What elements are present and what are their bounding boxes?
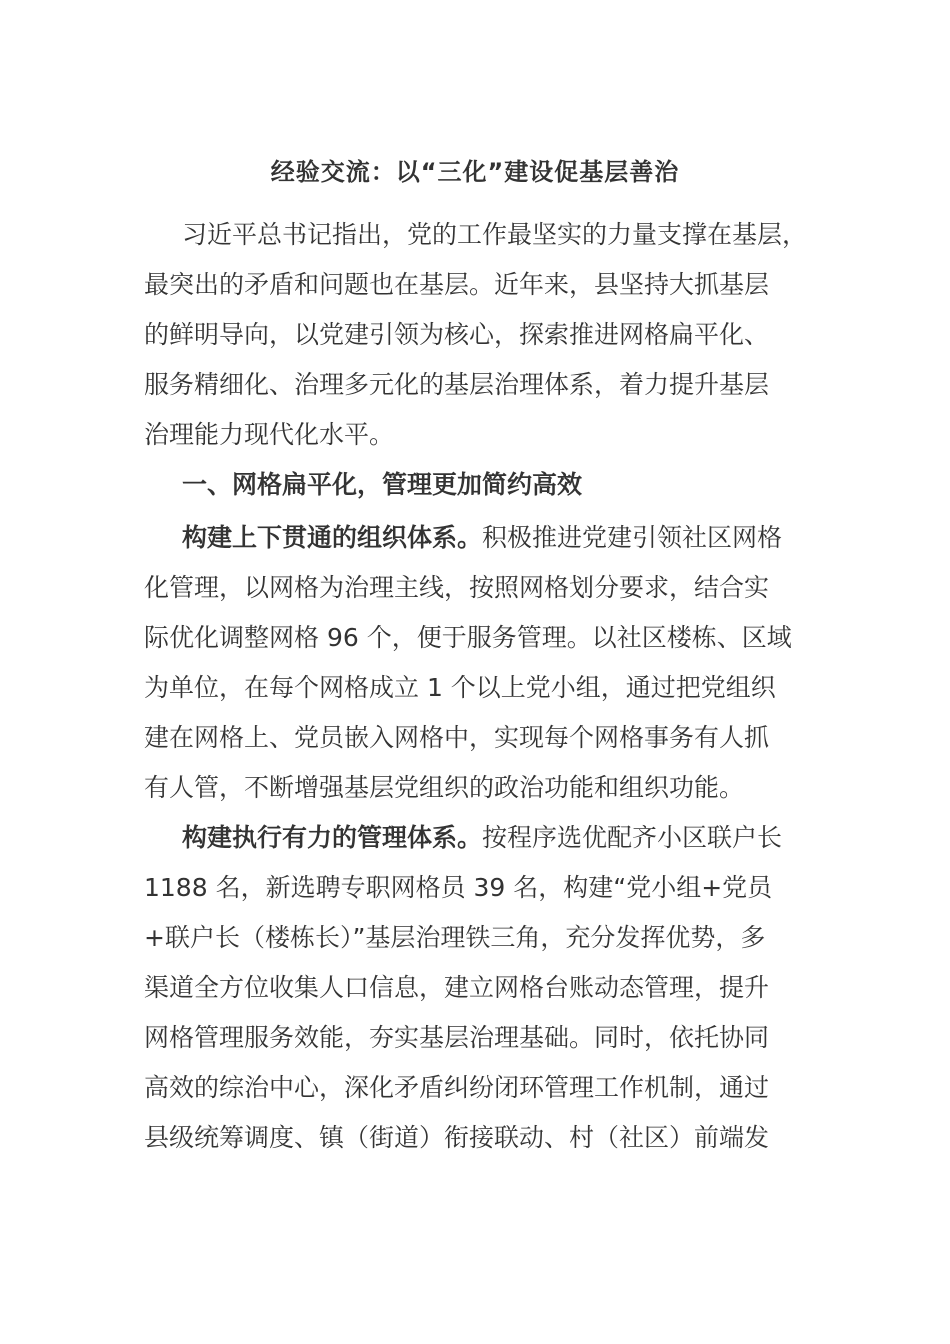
paragraph-line: 网格管理服务效能，夯实基层治理基础。同时，依托协同	[144, 1023, 770, 1052]
section-heading: 一、网格扁平化，管理更加简约高效	[182, 470, 583, 499]
paragraph-line: 1188 名，新选聘专职网格员 39 名，构建“党小组+党员	[144, 873, 773, 902]
paragraph-line: 为单位，在每个网格成立 1 个以上党小组，通过把党组织	[144, 673, 776, 702]
paragraph-line: 县级统筹调度、镇（街道）衔接联动、村（社区）前端发	[144, 1123, 770, 1152]
intro-line: 最突出的矛盾和问题也在基层。近年来，县坚持大抓基层	[144, 270, 770, 299]
intro-line: 治理能力现代化水平。	[144, 420, 395, 449]
paragraph-line: 有人管，不断增强基层党组织的政治功能和组织功能。	[144, 773, 745, 802]
paragraph-line: +联户长（楼栋长）”基层治理铁三角，充分发挥优势，多	[144, 923, 766, 952]
intro-line: 的鲜明导向，以党建引领为核心，探索推进网格扁平化、	[144, 320, 770, 349]
paragraph-line: 渠道全方位收集人口信息，建立网格台账动态管理，提升	[144, 973, 770, 1002]
intro-line: 服务精细化、治理多元化的基层治理体系，着力提升基层	[144, 370, 770, 399]
intro-line: 习近平总书记指出，党的工作最坚实的力量支撑在基层，	[182, 220, 808, 249]
paragraph-line: 化管理，以网格为治理主线，按照网格划分要求，结合实	[144, 573, 770, 602]
document-title: 经验交流：以“三化”建设促基层善治	[270, 158, 680, 186]
paragraph-first-line-text: 积极推进党建引领社区网格	[482, 523, 783, 552]
paragraph-lead-bold: 构建执行有力的管理体系。	[182, 823, 483, 852]
paragraph-line: 建在网格上、党员嵌入网格中，实现每个网格事务有人抓	[144, 723, 770, 752]
paragraph-first-line-text: 按程序选优配齐小区联户长	[482, 823, 783, 852]
paragraph-lead-bold: 构建上下贯通的组织体系。	[182, 523, 483, 552]
paragraph-line: 高效的综治中心，深化矛盾纠纷闭环管理工作机制，通过	[144, 1073, 770, 1102]
paragraph-line: 际优化调整网格 96 个，便于服务管理。以社区楼栋、区域	[144, 623, 792, 652]
paragraph-first-line	[182, 818, 782, 858]
paragraph-first-line	[182, 518, 782, 558]
